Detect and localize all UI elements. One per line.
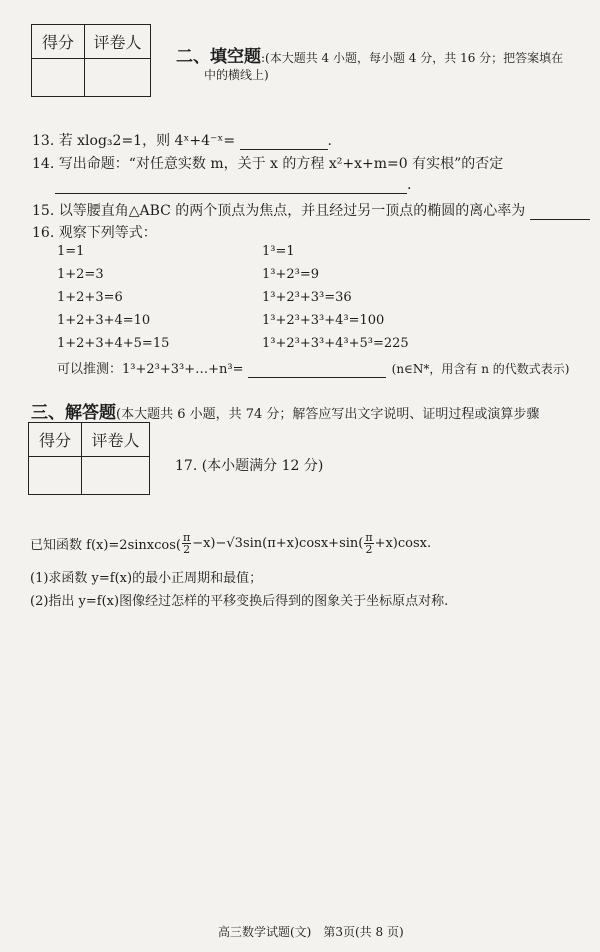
q16-left-5: 1+2+3+4+5=15 (57, 336, 170, 351)
q16-left-1: 1=1 (57, 244, 85, 259)
section2-note-2: 中的横线上) (204, 68, 269, 82)
page-footer: 高三数学试题(文) 第3页(共 8 页) (218, 925, 404, 939)
q17-given-a: 已知函数 f(x)=2sinxcos( (30, 538, 181, 553)
section3-heading (31, 398, 539, 423)
q17-given-c: +x)cosx. (374, 536, 432, 551)
q16-infer-note: (n∈N*，用含有 n 的代数式表示) (391, 362, 570, 376)
q13-end: . (327, 133, 332, 149)
grader-cell[interactable] (85, 59, 151, 97)
q17-given-b: −x)−√3sin(π+x)cosx+sin( (192, 536, 364, 551)
q13-answer-blank[interactable] (240, 133, 328, 150)
q16-right-1: 1³=1 (262, 244, 295, 259)
fraction-numerator: π (182, 531, 191, 544)
q16-right-5: 1³+2³+3³+4³+5³=225 (262, 336, 409, 351)
q13-text: 13. 若 xlog₃2=1，则 4ˣ+4⁻ˣ= (32, 133, 236, 149)
q15-answer-blank[interactable] (530, 203, 590, 220)
fraction-denominator: 2 (365, 543, 373, 556)
section3-title: 三、解答题 (31, 403, 116, 423)
q16-infer-line (57, 358, 569, 378)
q16-right-4: 1³+2³+3³+4³=100 (262, 313, 385, 328)
question-14: 14. 写出命题：“对任意实数 m，关于 x 的方程 x²+x+m=0 有实根”的否定 (32, 156, 504, 172)
q17-given (30, 532, 431, 555)
q17-header: 17. (本小题满分 12 分) (175, 458, 324, 474)
score-box-q17 (28, 422, 150, 495)
score-header: 得分 (32, 25, 85, 59)
score-cell[interactable] (32, 59, 85, 97)
q16-answer-blank[interactable] (248, 362, 386, 378)
question-13 (32, 130, 332, 150)
q16-left-3: 1+2+3=6 (57, 290, 123, 305)
fraction-denominator: 2 (183, 543, 191, 556)
q16-infer-text: 可以推测：1³+2³+3³+…+n³= (57, 362, 244, 377)
section2-heading (176, 42, 563, 67)
q16-right-2: 1³+2³=9 (262, 267, 320, 282)
pi-over-2-fraction (182, 532, 191, 555)
grader-cell[interactable] (82, 457, 150, 495)
section3-note: (本大题共 6 小题，共 74 分；解答应写出文字说明、证明过程或演算步骤 (116, 407, 540, 422)
q16-left-4: 1+2+3+4=10 (57, 313, 151, 328)
fraction-numerator: π (365, 531, 373, 544)
q16-right-3: 1³+2³+3³=36 (262, 290, 352, 305)
grader-header: 评卷人 (82, 423, 150, 457)
question-16: 16. 观察下列等式： (32, 225, 157, 241)
q14-end: . (407, 177, 412, 193)
question-15 (32, 200, 590, 220)
q16-left-2: 1+2=3 (57, 267, 104, 282)
q17-part-2: (2)指出 y=f(x)图像经过怎样的平移变换后得到的图象关于坐标原点对称. (30, 594, 449, 609)
q14-answer-line (55, 177, 411, 194)
q15-text: 15. 以等腰直角△ABC 的两个顶点为焦点，并且经过另一顶点的椭圆的离心率为 (32, 203, 526, 219)
pi-over-2-fraction (364, 532, 373, 555)
score-cell[interactable] (29, 457, 82, 495)
q14-answer-blank[interactable] (55, 177, 407, 194)
score-header: 得分 (29, 423, 82, 457)
section2-title: 二、填空题 (176, 47, 261, 67)
section2-note-1: :(本大题共 4 小题，每小题 4 分，共 16 分；把答案填在 (261, 51, 564, 65)
q17-part-1: (1)求函数 y=f(x)的最小正周期和最值； (30, 571, 263, 586)
score-box-top (31, 24, 151, 97)
grader-header: 评卷人 (85, 25, 151, 59)
